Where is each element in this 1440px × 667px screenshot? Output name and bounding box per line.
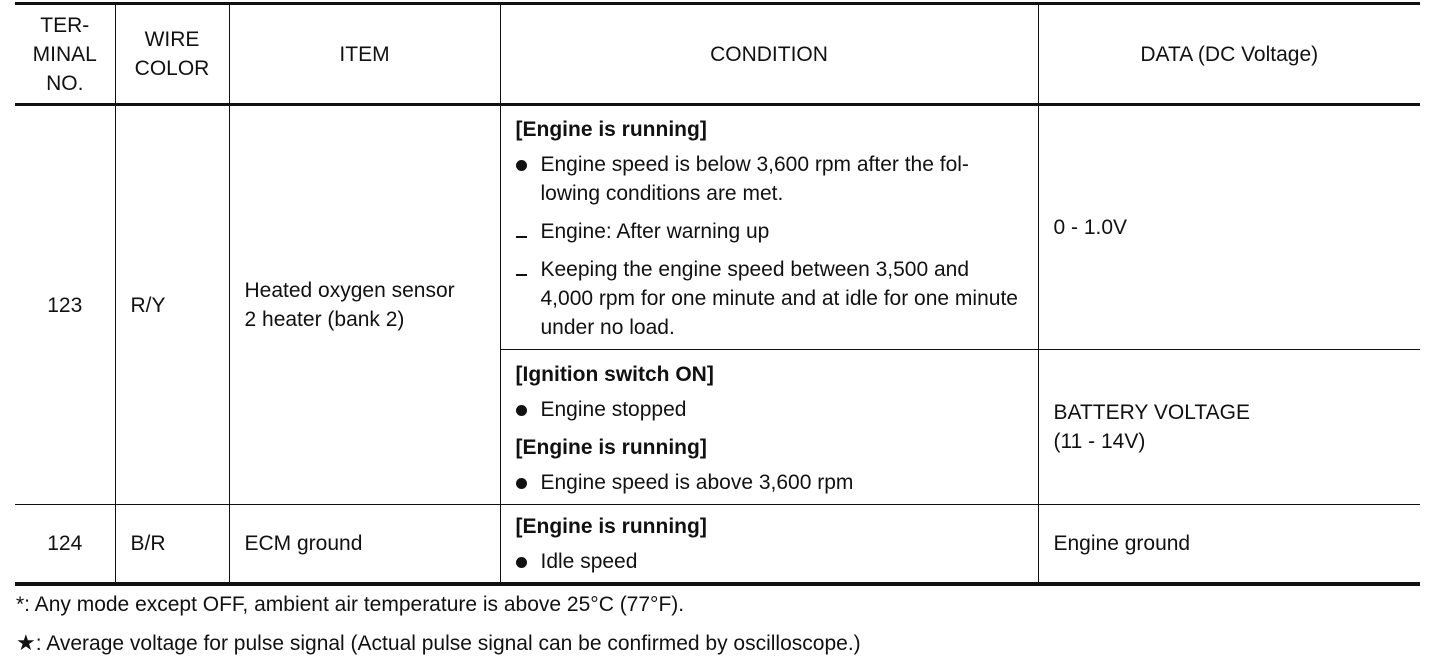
ecm-terminal-table (15, 2, 1420, 586)
footnote-asterisk: *: Any mode except OFF, ambient air temperature is above 25°C (77°F). (16, 593, 685, 616)
star-icon: ★ (16, 630, 36, 655)
condition-cell (500, 105, 1038, 350)
bullet-icon (516, 150, 541, 208)
data-value: Engine ground (1038, 505, 1420, 584)
condition-cell (500, 505, 1038, 584)
condition-heading: [Engine is running] (515, 435, 707, 459)
data-value: BATTERY VOLTAGE (11 - 14V) (1038, 350, 1420, 505)
footnotes (16, 590, 861, 667)
condition-line: Idle speed (516, 547, 1023, 576)
header-item: ITEM (229, 4, 500, 105)
header-terminal-no: TER- MINAL NO. (15, 4, 115, 105)
footnote-star (16, 628, 861, 658)
header-data: DATA (DC Voltage) (1038, 4, 1420, 105)
header-condition: CONDITION (500, 4, 1038, 105)
table-row (15, 505, 1420, 584)
table-row (15, 105, 1420, 350)
wire-color: R/Y (115, 105, 229, 505)
condition-heading: [Engine is running] (515, 515, 707, 539)
dash-icon (516, 255, 541, 342)
dash-icon (516, 217, 541, 246)
item-name: Heated oxygen sensor 2 heater (bank 2) (229, 105, 500, 505)
condition-line: Engine speed is above 3,600 rpm (516, 468, 1023, 497)
header-wire-color: WIRE COLOR (115, 4, 229, 105)
condition-line: Engine: After warning up (516, 217, 1023, 246)
condition-heading: [Engine is running] (515, 118, 707, 141)
condition-line: Keeping the engine speed between 3,500 and 4,000 rpm for one minute and at idle for one minute under no load. (516, 255, 1023, 342)
bullet-icon (516, 547, 541, 576)
footnote-star-text: : Average voltage for pulse signal (Actual pulse signal can be confirmed by oscilloscope.) (35, 632, 861, 655)
data-value: 0 - 1.0V (1038, 105, 1420, 350)
terminal-number: 124 (15, 505, 115, 584)
bullet-icon (516, 395, 541, 424)
condition-heading: [Ignition switch ON] (515, 362, 714, 386)
condition-line: Engine speed is below 3,600 rpm after the fol-lowing conditions are met. (516, 150, 1023, 208)
condition-line: Engine stopped (516, 395, 1023, 424)
bullet-icon (516, 468, 541, 497)
item-name: ECM ground (229, 505, 500, 584)
condition-cell (500, 350, 1038, 505)
table-header-row (15, 4, 1420, 105)
wire-color: B/R (115, 505, 229, 584)
terminal-number: 123 (15, 105, 115, 505)
